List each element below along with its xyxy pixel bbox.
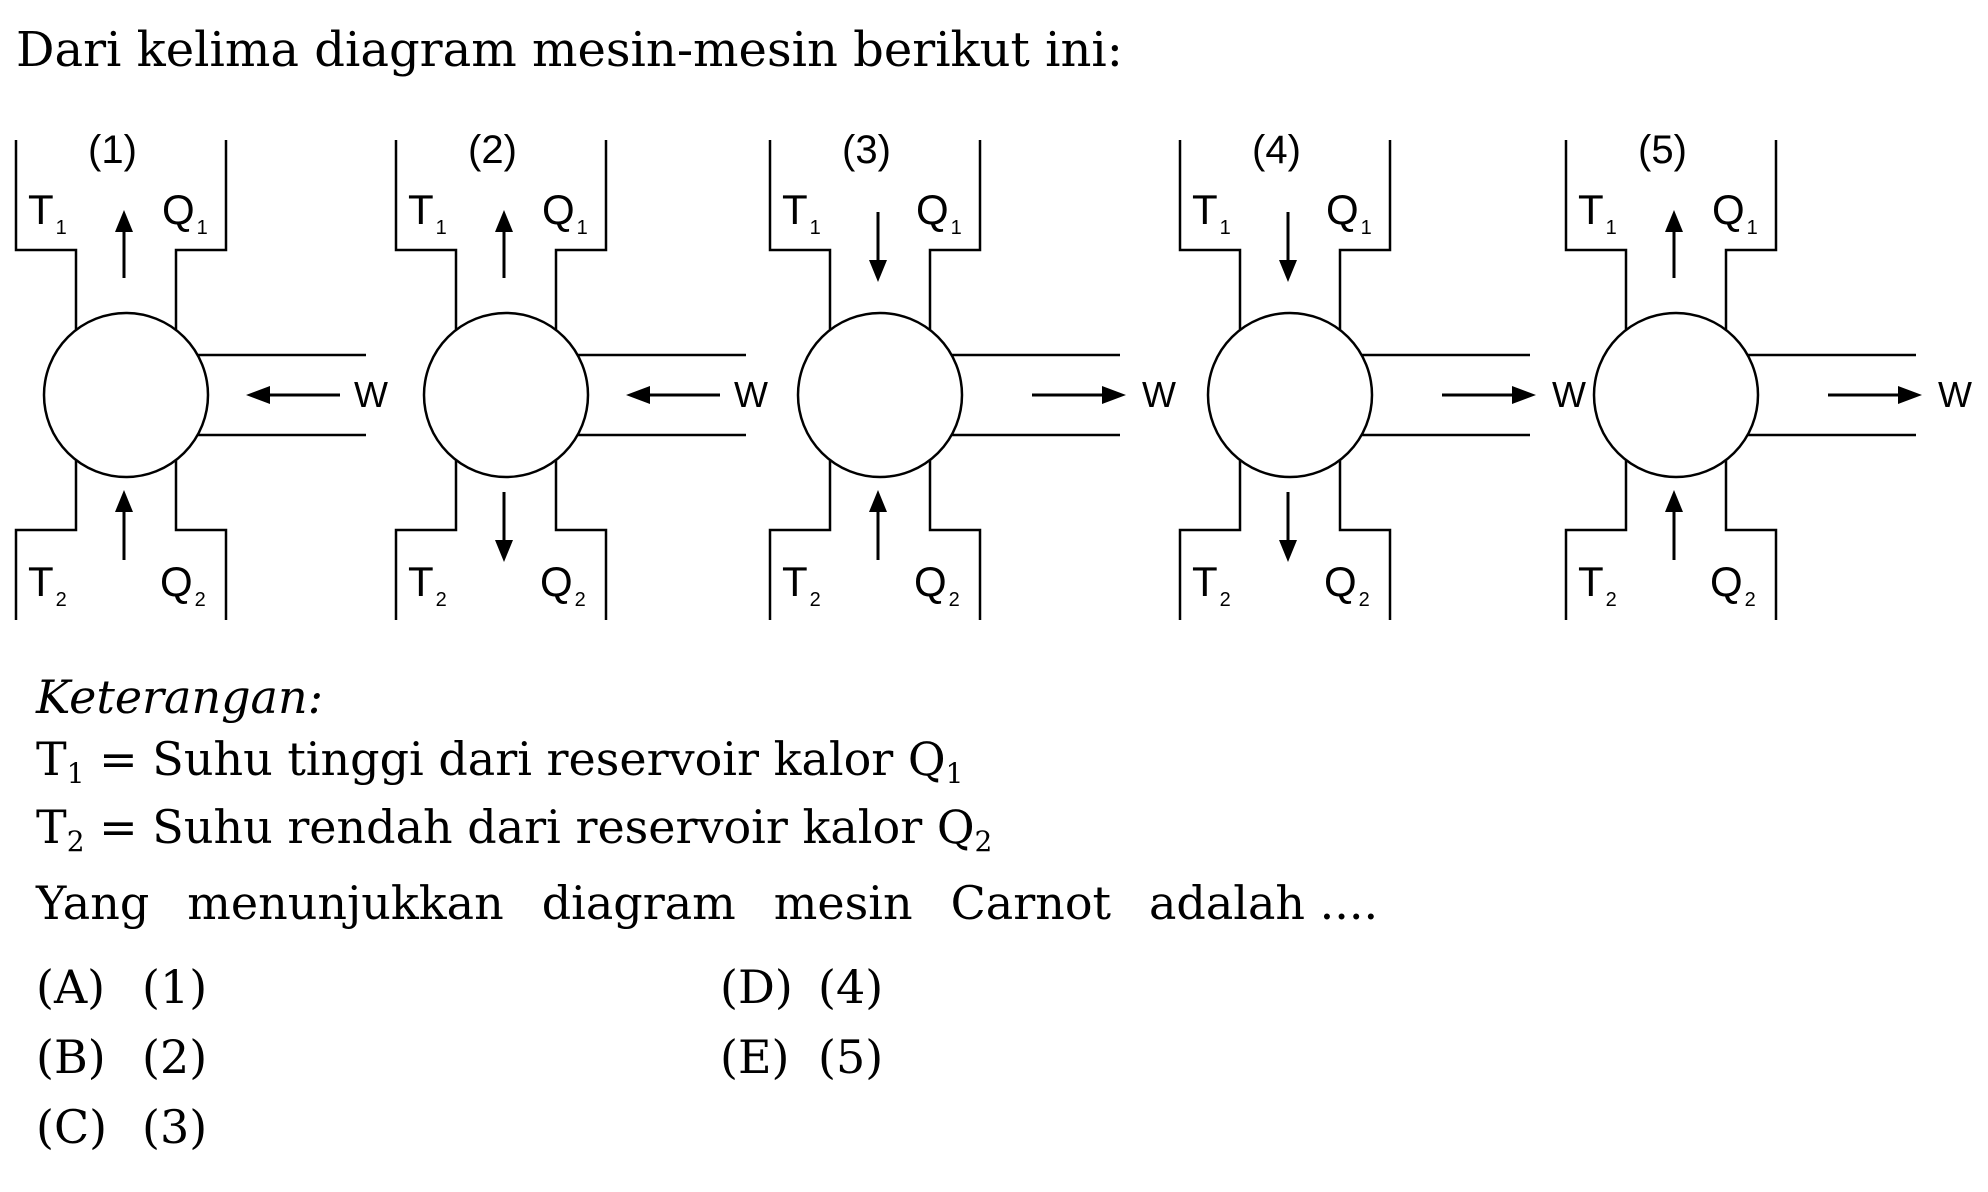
q2-subscript: 2 xyxy=(1744,589,1756,611)
legend-t1-var: T xyxy=(36,732,67,786)
t2-subscript: 2 xyxy=(809,589,821,611)
top-heat-arrow-head xyxy=(1279,260,1297,282)
q2-label xyxy=(540,558,586,611)
t2-label xyxy=(1578,558,1617,611)
q2-symbol: Q xyxy=(1324,558,1357,605)
t1-label xyxy=(408,186,447,239)
engine-circle xyxy=(1208,313,1372,477)
t1-label xyxy=(28,186,67,239)
q1-subscript: 1 xyxy=(950,217,962,239)
right-channel-top xyxy=(1726,140,1916,355)
q1-label xyxy=(916,186,962,239)
q1-symbol: Q xyxy=(542,186,575,233)
t2-label xyxy=(28,558,67,611)
legend-title: Keterangan: xyxy=(36,670,324,724)
legend-line-t2 xyxy=(36,800,993,858)
q1-symbol: Q xyxy=(1326,186,1359,233)
legend-t1-sub: 1 xyxy=(66,757,85,790)
option-b[interactable] xyxy=(36,1030,207,1084)
t2-label xyxy=(1192,558,1231,611)
option-a-letter: (A) xyxy=(36,960,106,1014)
work-label: W xyxy=(1552,374,1586,415)
engine-diagram-1 xyxy=(16,100,388,640)
q2-label xyxy=(160,558,206,611)
q2-subscript: 2 xyxy=(574,589,586,611)
work-label: W xyxy=(1142,374,1176,415)
engine-circle xyxy=(424,313,588,477)
engine-circle xyxy=(44,313,208,477)
bottom-heat-arrow-head xyxy=(1279,540,1297,562)
q2-symbol: Q xyxy=(1710,558,1743,605)
q2-symbol: Q xyxy=(160,558,193,605)
q1-symbol: Q xyxy=(1712,186,1745,233)
prompt-word: adalah .... xyxy=(1149,876,1379,930)
engine-diagram-5 xyxy=(1566,100,1972,640)
legend-q1-sub: 1 xyxy=(945,757,964,790)
t2-symbol: T xyxy=(1192,558,1218,605)
option-d-letter: (D) xyxy=(720,960,793,1014)
t2-symbol: T xyxy=(782,558,808,605)
legend-t2-var: T xyxy=(36,800,67,854)
t1-symbol: T xyxy=(408,186,434,233)
question-intro: Dari kelima diagram mesin-mesin berikut ini: xyxy=(16,22,1123,78)
prompt-word: diagram xyxy=(541,876,736,930)
q2-label xyxy=(1710,558,1756,611)
option-a-value: (1) xyxy=(142,960,208,1014)
option-c[interactable] xyxy=(36,1100,207,1154)
option-e-value: (5) xyxy=(818,1030,884,1084)
q1-symbol: Q xyxy=(162,186,195,233)
question-prompt xyxy=(36,876,1436,930)
q1-subscript: 1 xyxy=(1746,217,1758,239)
q1-label xyxy=(162,186,208,239)
diagram-number: (2) xyxy=(468,128,517,172)
work-arrow-head xyxy=(1898,386,1922,404)
engine-diagrams xyxy=(0,100,1988,640)
t1-subscript: 1 xyxy=(1219,217,1231,239)
work-arrow-head xyxy=(246,386,270,404)
q2-label xyxy=(914,558,960,611)
bottom-heat-arrow-head xyxy=(869,490,887,512)
t2-label xyxy=(782,558,821,611)
q2-subscript: 2 xyxy=(1358,589,1370,611)
work-arrow-head xyxy=(1102,386,1126,404)
t2-subscript: 2 xyxy=(1605,589,1617,611)
engine-diagram-2 xyxy=(396,100,768,640)
bottom-heat-arrow-head xyxy=(1665,490,1683,512)
diagram-number: (4) xyxy=(1252,128,1301,172)
prompt-word: menunjukkan xyxy=(187,876,504,930)
option-a[interactable] xyxy=(36,960,207,1014)
prompt-word: Carnot xyxy=(950,876,1111,930)
t1-label xyxy=(1192,186,1231,239)
engine-circle xyxy=(798,313,962,477)
diagram-number: (1) xyxy=(88,128,137,172)
t1-subscript: 1 xyxy=(435,217,447,239)
t1-subscript: 1 xyxy=(809,217,821,239)
top-heat-arrow-head xyxy=(869,260,887,282)
q1-label xyxy=(542,186,588,239)
option-e-letter: (E) xyxy=(720,1030,790,1084)
legend-q2-sub: 2 xyxy=(974,825,993,858)
option-d[interactable] xyxy=(720,960,883,1014)
top-heat-arrow-head xyxy=(495,210,513,232)
work-arrow-head xyxy=(626,386,650,404)
right-channel-top xyxy=(176,140,366,355)
q1-label xyxy=(1326,186,1372,239)
engine-diagram-3 xyxy=(770,100,1176,640)
engine-diagram-4 xyxy=(1180,100,1586,640)
t1-label xyxy=(1578,186,1617,239)
t2-subscript: 2 xyxy=(435,589,447,611)
right-channel-top xyxy=(556,140,746,355)
t2-subscript: 2 xyxy=(1219,589,1231,611)
t1-subscript: 1 xyxy=(55,217,67,239)
option-e[interactable] xyxy=(720,1030,883,1084)
option-b-value: (2) xyxy=(142,1030,208,1084)
t2-label xyxy=(408,558,447,611)
work-arrow-head xyxy=(1512,386,1536,404)
t2-subscript: 2 xyxy=(55,589,67,611)
legend-t2-text: = Suhu rendah dari reservoir kalor Q xyxy=(84,800,975,854)
q1-symbol: Q xyxy=(916,186,949,233)
top-heat-arrow-head xyxy=(115,210,133,232)
option-b-letter: (B) xyxy=(36,1030,106,1084)
legend-t2-sub: 2 xyxy=(66,825,85,858)
q2-symbol: Q xyxy=(914,558,947,605)
t1-symbol: T xyxy=(28,186,54,233)
diagram-number: (3) xyxy=(842,128,891,172)
work-label: W xyxy=(354,374,388,415)
option-c-letter: (C) xyxy=(36,1100,108,1154)
t1-subscript: 1 xyxy=(1605,217,1617,239)
legend-t1-text: = Suhu tinggi dari reservoir kalor Q xyxy=(84,732,946,786)
t1-symbol: T xyxy=(782,186,808,233)
t2-symbol: T xyxy=(408,558,434,605)
legend-line-t1 xyxy=(36,732,964,790)
q2-subscript: 2 xyxy=(948,589,960,611)
t1-symbol: T xyxy=(1192,186,1218,233)
q2-subscript: 2 xyxy=(194,589,206,611)
q1-label xyxy=(1712,186,1758,239)
prompt-word: mesin xyxy=(773,876,913,930)
prompt-word: Yang xyxy=(36,876,150,930)
t1-symbol: T xyxy=(1578,186,1604,233)
top-heat-arrow-head xyxy=(1665,210,1683,232)
bottom-heat-arrow-head xyxy=(115,490,133,512)
t2-symbol: T xyxy=(28,558,54,605)
q1-subscript: 1 xyxy=(196,217,208,239)
right-channel-top xyxy=(930,140,1120,355)
option-d-value: (4) xyxy=(818,960,884,1014)
t2-symbol: T xyxy=(1578,558,1604,605)
bottom-heat-arrow-head xyxy=(495,540,513,562)
t1-label xyxy=(782,186,821,239)
q1-subscript: 1 xyxy=(1360,217,1372,239)
q1-subscript: 1 xyxy=(576,217,588,239)
work-label: W xyxy=(734,374,768,415)
work-label: W xyxy=(1938,374,1972,415)
q2-symbol: Q xyxy=(540,558,573,605)
diagram-number: (5) xyxy=(1638,128,1687,172)
option-c-value: (3) xyxy=(142,1100,208,1154)
q2-label xyxy=(1324,558,1370,611)
right-channel-top xyxy=(1340,140,1530,355)
engine-circle xyxy=(1594,313,1758,477)
